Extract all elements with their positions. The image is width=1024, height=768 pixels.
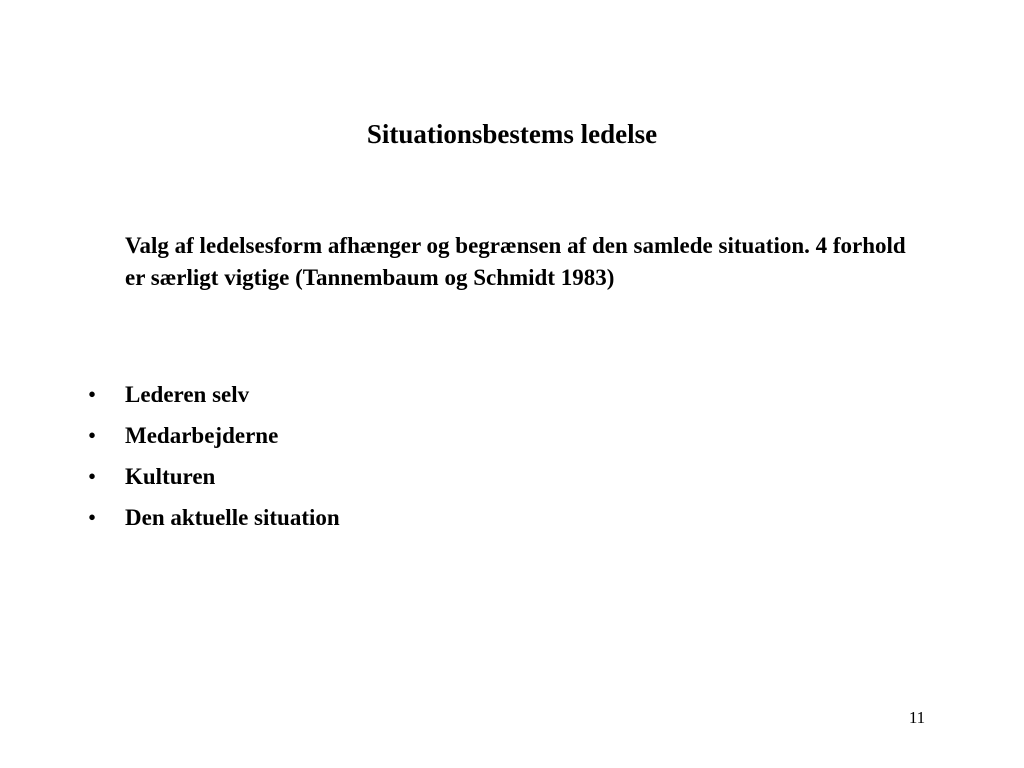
bullet-marker-icon: • bbox=[88, 423, 97, 448]
bullet-text: Den aktuelle situation bbox=[125, 505, 340, 530]
slide-title: Situationsbestems ledelse bbox=[366, 119, 658, 149]
page-number: 11 bbox=[908, 708, 926, 727]
bullet-text: Lederen selv bbox=[125, 382, 250, 407]
intro-paragraph: Valg af ledelsesform afhænger og begrænsen af den samlede situation. 4 forhold er særligt vigtige (Tannembaum og Schmidt 1983) bbox=[125, 233, 906, 290]
bullet-marker-icon: • bbox=[88, 382, 97, 407]
bullet-text: Kulturen bbox=[125, 464, 216, 489]
bullet-marker-icon: • bbox=[88, 505, 97, 530]
bullet-marker-icon: • bbox=[88, 464, 97, 489]
bullet-text: Medarbejderne bbox=[125, 423, 279, 448]
